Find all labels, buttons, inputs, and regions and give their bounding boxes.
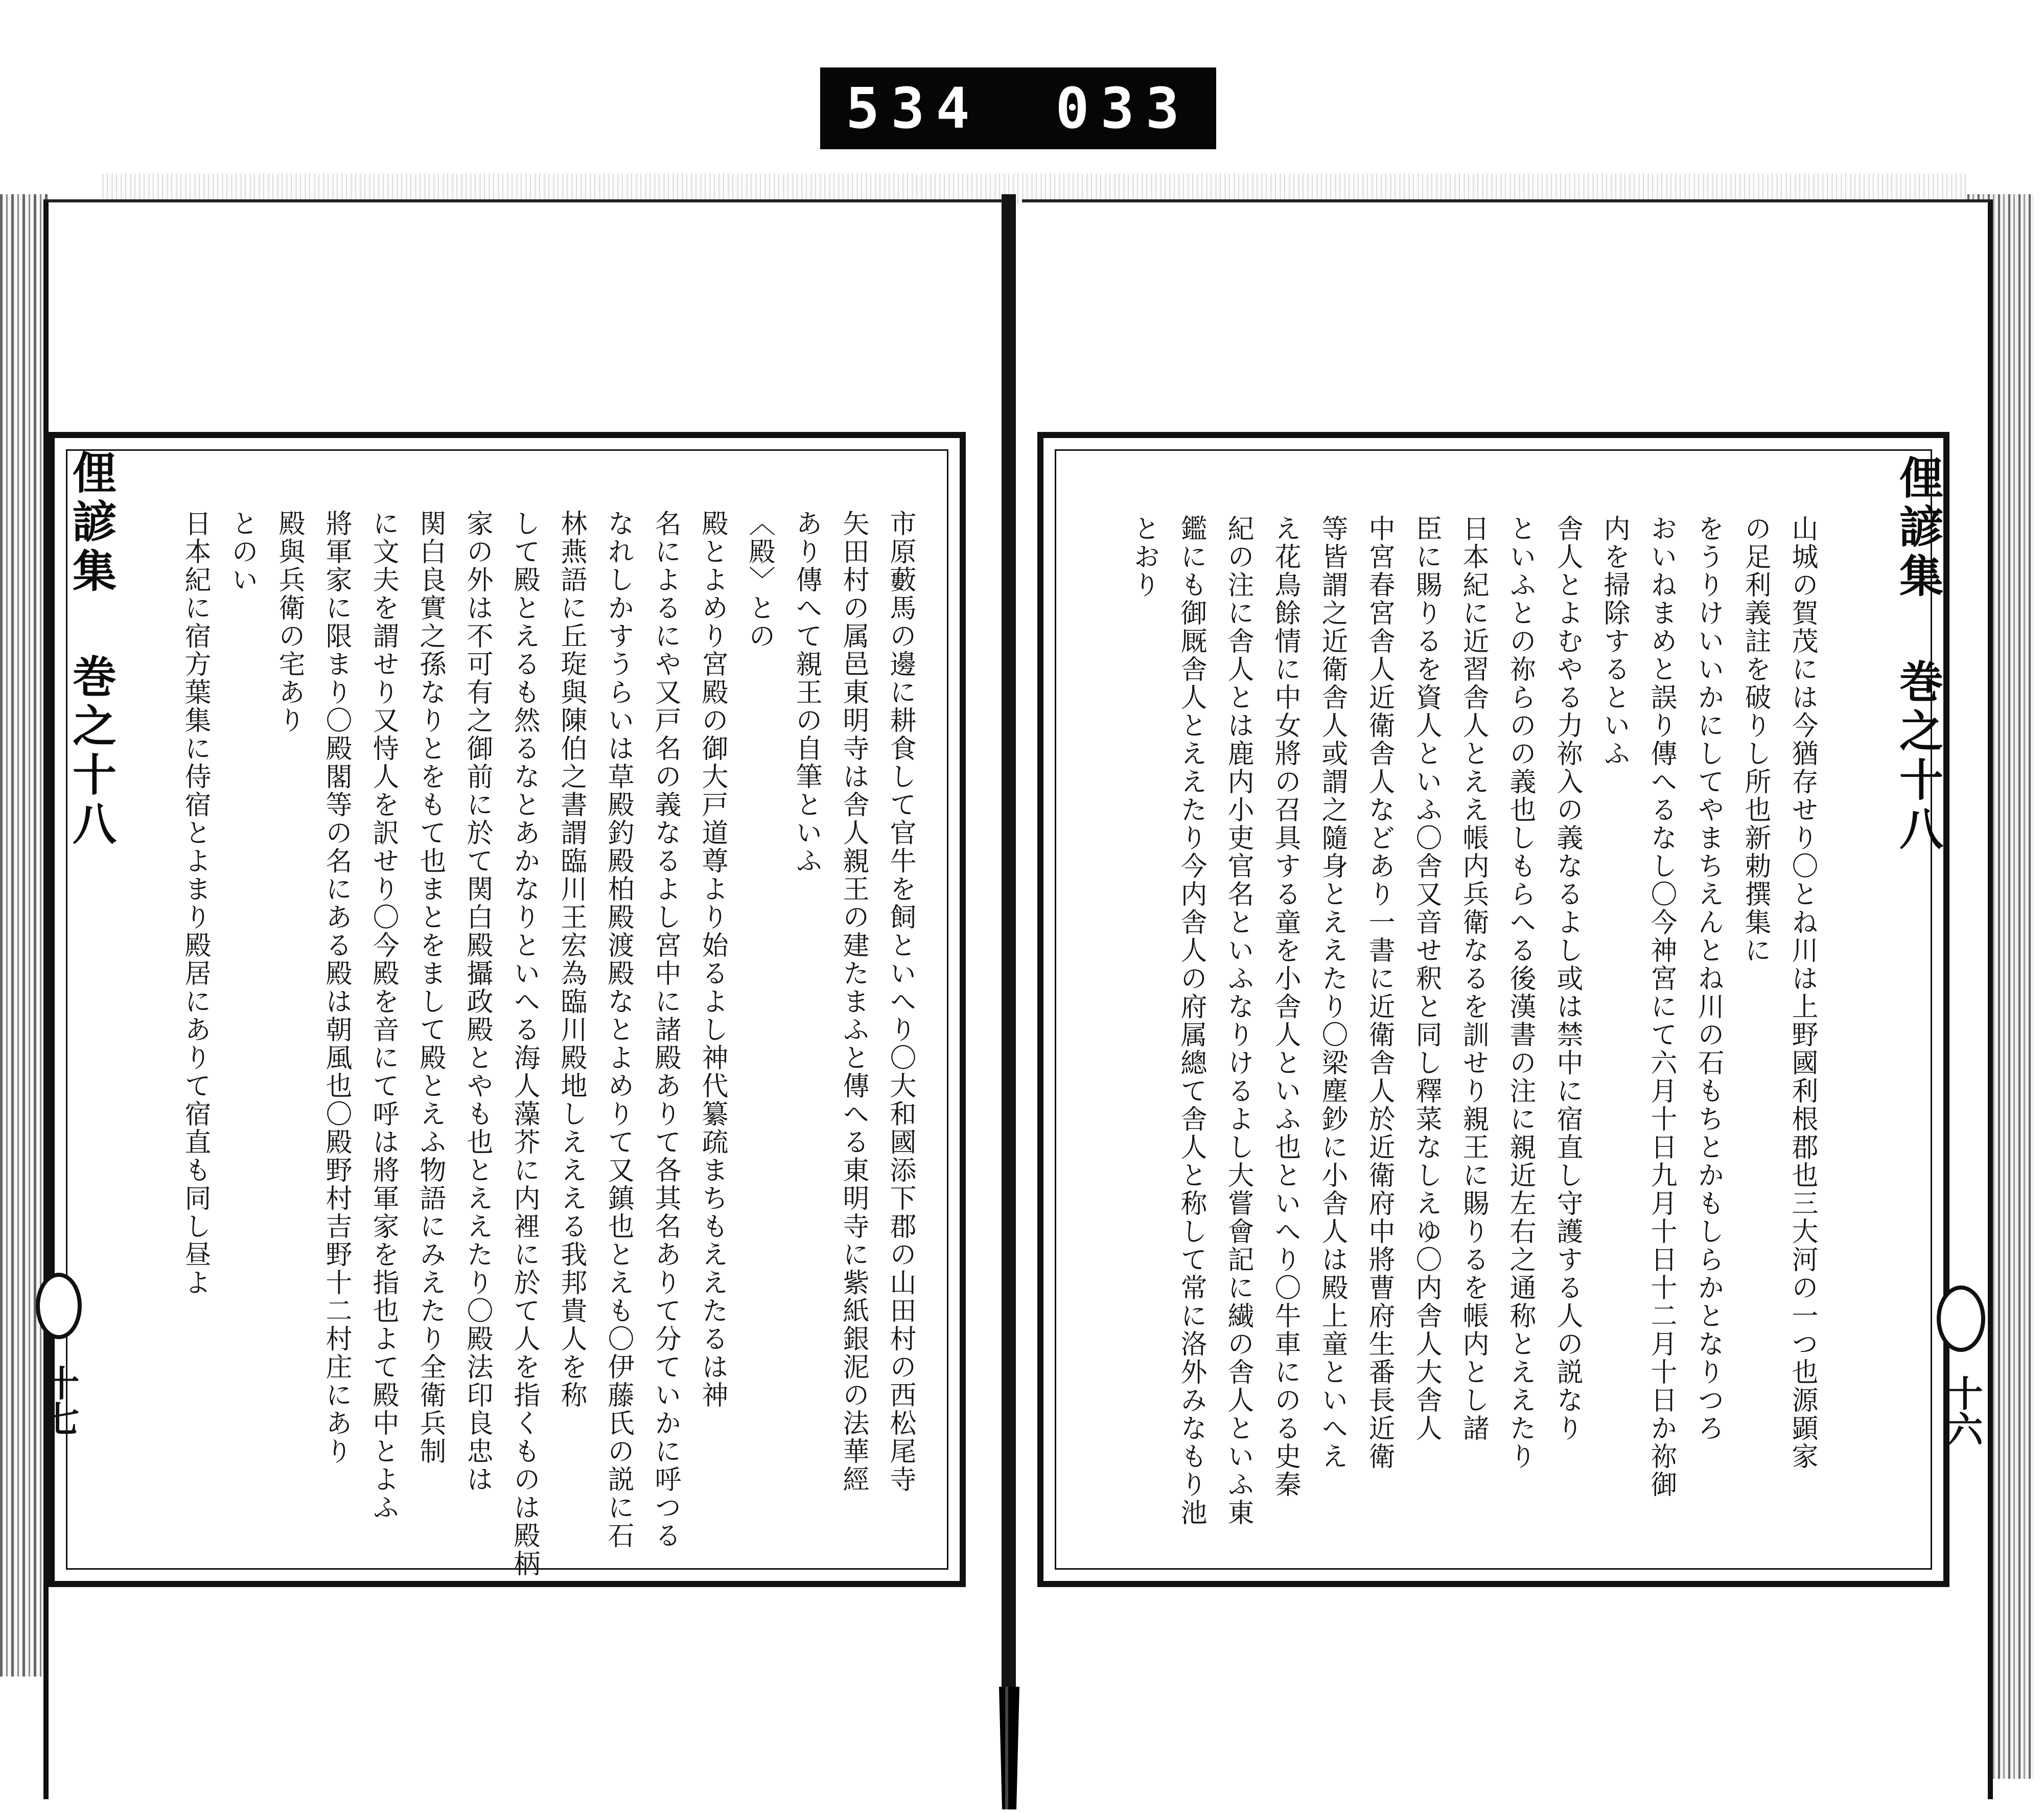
- left-page-number: 十七: [38, 1365, 80, 1436]
- text-column: 家の外は不可有之御前に於て関白殿攝政殿とやも也とええたり〇殿法印良忠は: [462, 510, 493, 1494]
- left-running-title: 俚諺集 巻之十八: [65, 450, 117, 850]
- text-column: あり傳へて親王の自筆といふ: [791, 510, 822, 875]
- text-column: 市原藪馬の邊に耕食して官牛を飼といへり〇大和國添下郡の山田村の西松尾寺: [885, 510, 916, 1494]
- bookmark-ribbon: [999, 1687, 1019, 1809]
- text-column: 鑑にも御厩舎人とええたり今内舎人の府属總て舎人と称して常に洛外みなもり池: [1176, 515, 1206, 1527]
- right-text-frame: [1037, 432, 1949, 1587]
- text-column: 紀の注に舎人とは鹿内小吏官名といふなりけるよし大嘗會記に繊の舎人といふ東: [1223, 515, 1253, 1527]
- text-column: 將軍家に限まり〇殿閣等の名にある殿は朝風也〇殿野村吉野十二村庄にあり: [321, 510, 352, 1465]
- text-column: 日本紀に宿方葉集に侍宿とよまり殿居にありて宿直も同し昼よ: [180, 510, 211, 1297]
- text-column: 殿與兵衛の宅あり: [274, 510, 305, 735]
- text-column: 舎人とよむやる力祢入の義なるよし或は禁中に宿直し守護する人の説なり: [1552, 515, 1583, 1442]
- text-column: え花鳥餘情に中女將の召具する童を小舎人といふ也といへり〇牛車にのる史秦: [1270, 515, 1300, 1499]
- text-column: 臣に賜りるを資人といふ〇舎又音せ釈と同し釋菜なしえゆ〇内舎人大舎人: [1411, 515, 1442, 1442]
- right-page-text: [1121, 515, 1826, 1527]
- right-running-title: 俚諺集 巻之十八: [1892, 455, 1943, 855]
- microfilm-reel-label: [820, 67, 1216, 149]
- text-column: 〈殿〉との: [744, 510, 775, 650]
- text-column: 名によるにや又戸名の義なるよし宮中に諸殿ありて各其名ありて分ていかに呼つる: [650, 510, 681, 1550]
- text-column: 中宮春宮舎人近衛舎人などあり一書に近衛舎人於近衛府中將曹府生番長近衛: [1364, 515, 1395, 1471]
- text-column: 等皆謂之近衛舎人或謂之隨身とええたり〇梁塵鈔に小舎人は殿上童といへえ: [1317, 515, 1348, 1471]
- text-column: 矢田村の属邑東明寺は舎人親王の建たまふと傳へる東明寺に紫紙銀泥の法華經: [838, 510, 869, 1494]
- reel-number: 534: [846, 76, 981, 141]
- text-column: なれしかすうらいは草殿釣殿柏殿渡殿なとよめりて又鎮也とえも〇伊藤氏の説に石: [603, 510, 634, 1550]
- text-column: 山城の賀茂には今猶存せり〇とね川は上野國利根郡也三大河の一つ也源顕家: [1787, 515, 1818, 1471]
- text-column: 内を掃除するといふ: [1599, 515, 1630, 768]
- text-column: 日本紀に近習舎人とええ帳内兵衛なるを訓せり親王に賜りるを帳内とし諸: [1458, 515, 1489, 1442]
- left-text-frame: [49, 432, 966, 1587]
- right-page-number: 十六: [1941, 1375, 1984, 1447]
- text-column: とのい: [227, 510, 258, 594]
- text-column: 殿とよめり宮殿の御大戸道尊より始るよし神代纂疏まちもええたるは神: [697, 510, 728, 1409]
- text-column: をうりけいいかにしてやまちえんとね川の石もちとかもしらかとなりつろ: [1693, 515, 1724, 1442]
- left-fishtail-mark: [36, 1273, 82, 1339]
- frame-number: 033: [1055, 76, 1191, 141]
- text-column: 林燕語に丘琁與陳伯之書謂臨川王宏為臨川殿地しえええる我邦貴人を称: [556, 510, 587, 1409]
- book-gutter: [1002, 194, 1016, 1702]
- text-column: おいねまめと誤り傳へるなし〇今神宮にて六月十日九月十日十二月十日か祢御: [1646, 515, 1677, 1499]
- text-column: といふとの祢らのの義也しもらへる後漢書の注に親近左右之通称とええたり: [1505, 515, 1536, 1471]
- text-column: とおり: [1129, 515, 1159, 599]
- text-column: して殿とえるも然るなとあかなりといへる海人藻芥に内裡に於て人を指くものは殿柄: [509, 510, 540, 1578]
- left-page-stack-edge: [0, 194, 49, 1677]
- left-page-text: [172, 510, 924, 1578]
- text-column: に文夫を謂せり又恃人を訳せり〇今殿を音にて呼は將軍家を指也よて殿中とよふ: [368, 510, 399, 1522]
- right-fishtail-mark: [1937, 1286, 1985, 1352]
- text-column: の足利義註を破りし所也新勅撰集に: [1740, 515, 1771, 965]
- text-column: 関白良實之孫なりとをもて也まとをまして殿とえふ物語にみえたり全衛兵制: [415, 510, 446, 1465]
